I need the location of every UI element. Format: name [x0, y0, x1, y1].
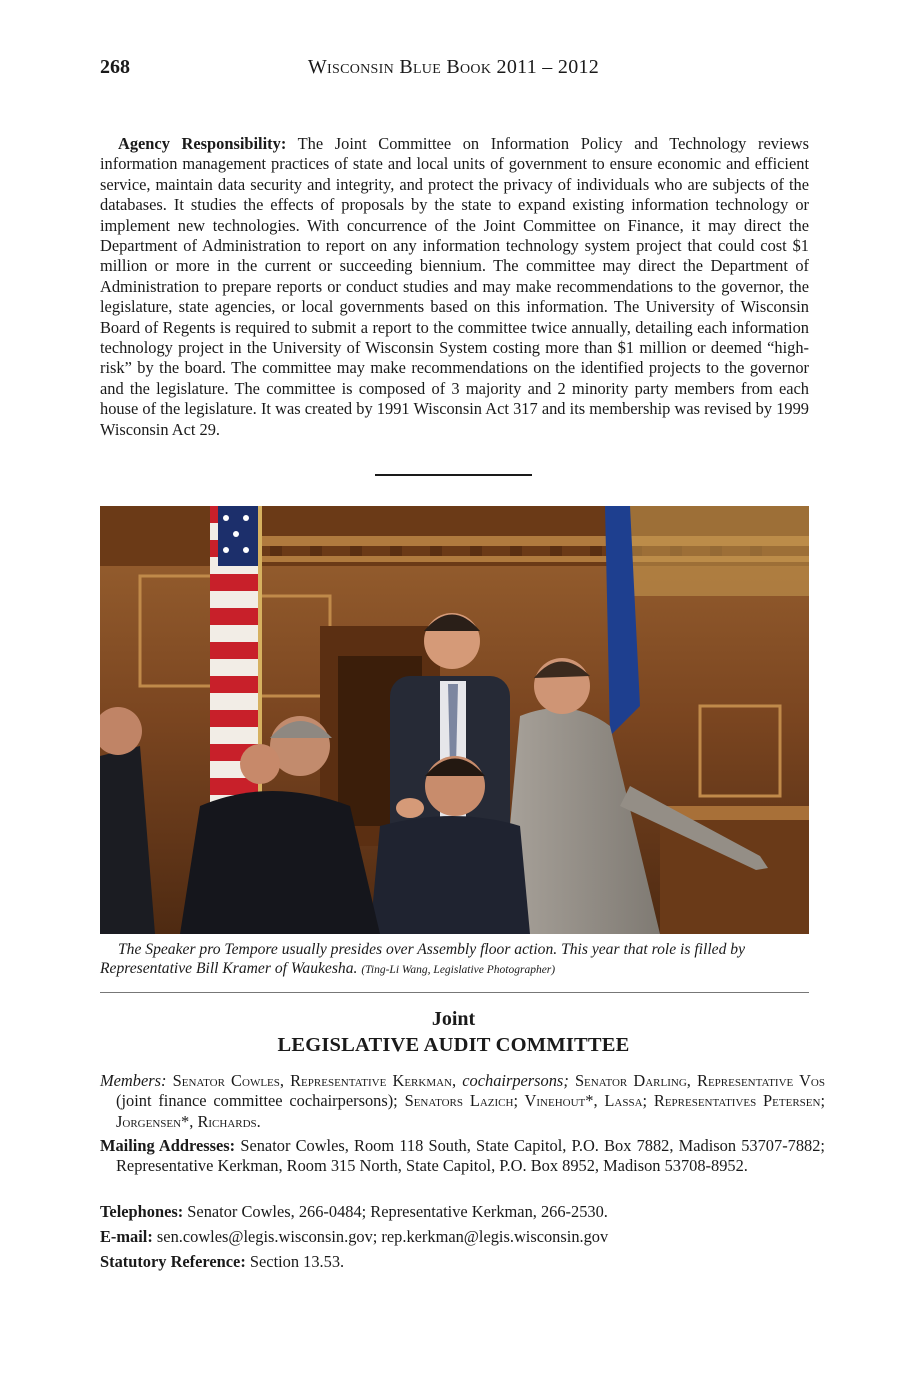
agency-text: The Joint Committee on Information Policy and Technology reviews information management practices of state and local units of government to ensure economic and efficient service, maintain data security and integrity, and protect the privacy of individuals who are subjects of the databases. It studies the effects of proposals by the state to expand existing information technology or implement new technologies. With concurrence of the Joint Committee on Finance, it may direct the Department of Administration to report on any information technology system project that could cost $1 million or more in the current or succeeding biennium. The committee may direct the Department of Administration to prepare reports or conduct studies and may make recommendations to the governor, the legislature, state agencies, or local governments based on this information. The University of Wisconsin Board of Regents is required to submit a report to the committee twice annually, detailing each information technology project in the University of Wisconsin System costing more than $1 million or deemed “high-risk” by the board. The committee may make recommendations on the identified projects to the governor and the legislature. The committee is composed of 3 majority and 2 minority party members from each house of the legislature. It was created by 1991 Wisconsin Act 317 and its membership was revised by 1999 Wisconsin Act 29.	[100, 134, 809, 439]
agency-label: Agency Responsibility:	[118, 134, 287, 153]
photo-credit: (Ting-Li Wang, Legislative Photographer)	[361, 964, 556, 976]
statutory-text: Section 13.53.	[249, 1252, 345, 1271]
members-other-names: Senators Lazich; Vinehout*, Lassa; Representatives Petersen; Jorgensen*, Richards.	[116, 1091, 826, 1131]
members-finance-note: (joint finance committee cochairpersons);	[116, 1091, 398, 1111]
mailing-label: Mailing Addresses:	[100, 1136, 236, 1155]
telephones-entry	[100, 1202, 825, 1222]
assembly-photo	[100, 506, 809, 934]
agency-responsibility-paragraph	[100, 134, 809, 440]
section-divider-full	[100, 992, 809, 993]
members-finance-names: Senator Darling, Representative Vos	[574, 1071, 825, 1090]
statutory-reference-entry	[100, 1252, 825, 1272]
section-divider-short	[375, 474, 532, 476]
running-head: Wisconsin Blue Book 2011 – 2012	[307, 56, 600, 78]
email-text: sen.cowles@legis.wisconsin.gov; rep.kerkman@legis.wisconsin.gov	[156, 1227, 609, 1246]
mailing-addresses-entry	[100, 1136, 825, 1177]
email-entry	[100, 1227, 825, 1247]
photo-caption	[100, 940, 812, 980]
statutory-label: Statutory Reference:	[100, 1252, 246, 1271]
caption-text: The Speaker pro Tempore usually presides over Assembly floor action. This year that role is filled by Representative Bill Kramer of Waukesha.	[100, 941, 746, 977]
committee-kicker: Joint	[431, 1008, 476, 1030]
members-entry	[100, 1071, 825, 1132]
telephones-text: Senator Cowles, 266-0484; Representative Kerkman, 266-2530.	[187, 1202, 608, 1221]
members-cochairs-names: Senator Cowles, Representative Kerkman,	[172, 1071, 457, 1090]
members-cochairs-role: cochairpersons;	[462, 1071, 569, 1090]
mailing-text: Senator Cowles, Room 118 South, State Capitol, P.O. Box 7882, Madison 53707-7882; Representative Kerkman, Room 315 North, State Capitol, P.O. Box 8952, Madison 53708-8952.	[116, 1136, 825, 1176]
page-number: 268	[100, 56, 130, 78]
committee-title: LEGISLATIVE AUDIT COMMITTEE	[277, 1034, 630, 1056]
email-label: E-mail:	[100, 1227, 153, 1246]
telephones-label: Telephones:	[100, 1202, 184, 1221]
members-label: Members:	[100, 1071, 167, 1090]
